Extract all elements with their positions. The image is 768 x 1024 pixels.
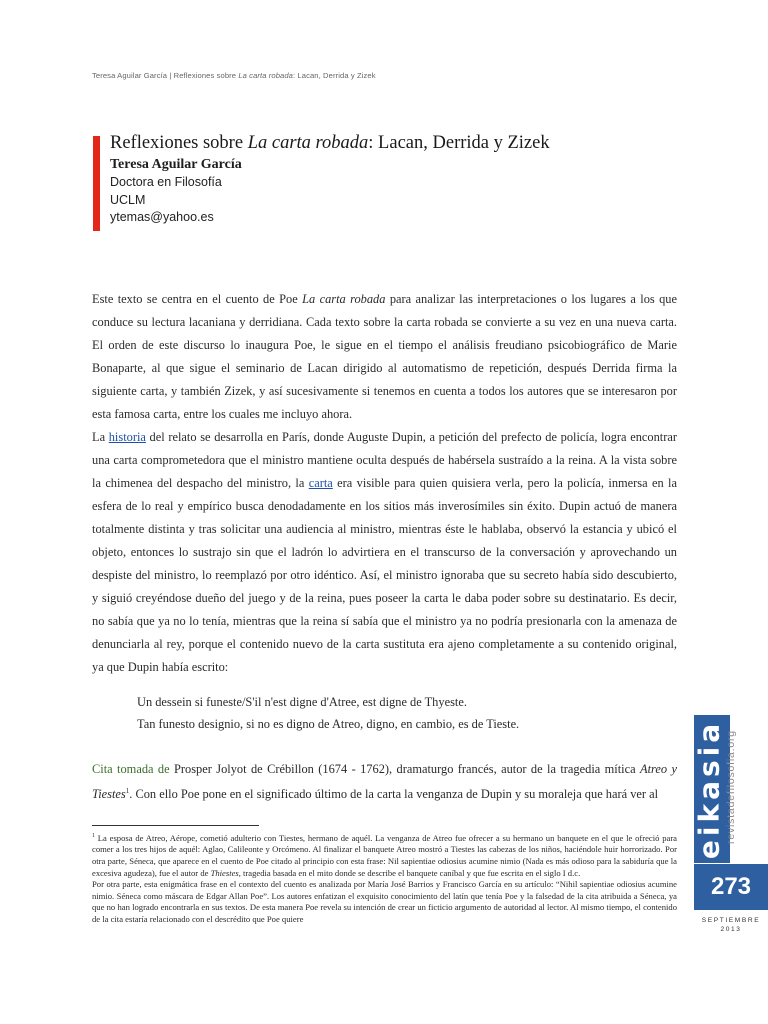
article-title-end: : Lacan, Derrida y Zizek (368, 133, 550, 153)
footnote-ref-1[interactable]: 1 (125, 787, 130, 795)
footnote-1-number: 1 (92, 833, 95, 839)
author-degree: Doctora en Filosofía (110, 175, 222, 189)
block-quote (137, 691, 657, 735)
footnote-1-italic: Thiestes (210, 867, 239, 878)
carta-link[interactable]: carta (308, 476, 333, 490)
running-header-text: Teresa Aguilar García | Reflexiones sobre (92, 71, 239, 80)
footnotes (92, 831, 677, 926)
journal-side-tab (686, 715, 768, 863)
article-heading (110, 132, 670, 227)
running-header-tail: : Lacan, Derrida y Zizek (293, 71, 376, 80)
journal-logo-text: eikasia (692, 719, 726, 860)
article-title (110, 132, 670, 154)
p2-end: era visible para quien quisiera verla, pero la policía, inmersa en la esfera de lo real y empírico busca denodadamente en los sitios más inverosímiles sin éxito. Dupin actuó de manera totalmente distinta y tras solicitar una audiencia al ministro, mientras éste le hablaba, observó la estancia y ubicó el objeto, entonces lo sustrajo sin que el ladrón lo advirtiera en el transcurso de la conversación y aprovechando un despiste del ministro, lo reemplazó por otro idéntico. Así, el ministro ignoraba que su secreto había sido descubierto, y siguió creyéndose dueño del juego y de la reina, pues poseer la carta le daba poder sobre su destinatario. Es decir, no sabía que ya no lo tenía, mientras que la reina sí sabía que el ministro ya no podría presionarla con la amenaza de denunciarla al rey, porque el contenido nuevo de la carta sustituta era ajeno completamente a su contenido original, ya que Dupin había escrito: (92, 476, 677, 674)
article-body (92, 288, 677, 679)
footnote-1 (92, 831, 677, 879)
article-title-italic: La carta robada (247, 133, 369, 153)
quote-line-french: Un dessein si funeste/S'il n'est digne d'Atree, est digne de Thyeste. (137, 695, 467, 709)
article-title-start: Reflexiones sobre (110, 133, 248, 153)
citation-lead: Cita tomada de (92, 762, 170, 776)
footnote-1-tail: , tragedia basada en el mito donde se describe el banquete caníbal y que fue escrita en el siglo I d.c. (238, 867, 581, 878)
paragraph-intro (92, 288, 677, 426)
p2-start: La (92, 430, 109, 444)
issue-year: 2013 (720, 926, 742, 933)
issue-date (694, 916, 768, 934)
title-accent-bar (93, 136, 100, 231)
author-name: Teresa Aguilar García (110, 157, 242, 172)
running-header-italic: La carta robada (238, 71, 294, 80)
page-number: 273 (694, 864, 768, 910)
footnote-divider (92, 825, 259, 826)
author-email: ytemas@yahoo.es (110, 210, 214, 224)
citation-italic: Atreo y Tiestes (92, 762, 677, 802)
footnote-1-text: La esposa de Atreo, Aérope, cometió adulterio con Tiestes, hermano de aquél. La venganza de Atreo fue ofrecer a su hermano un banquete en el que le ofreció para comer a los tres hijos de aquél: Aglao, Calileonte y Orcómeno. Al finalizar el banquete Atreo mostró a Tiestes las cabezas de los niños, haciéndole huir horrorizado. Por otra parte, Séneca, que aparece en el cuento de Poe citado al principio con esta frase: Nil sapientiae odiosius acumine nimio (Nada es más odioso para la sabiduría que la excesiva agudeza), fue el autor de (92, 832, 677, 878)
author-institution: UCLM (110, 192, 146, 207)
paragraph-story (92, 426, 677, 679)
running-header (92, 71, 376, 80)
quote-line-spanish: Tan funesto designio, si no es digno de Atreo, digno, en cambio, es de Tieste. (137, 717, 520, 731)
issue-month: SEPTIEMBRE (701, 917, 761, 924)
citation-after: . Con ello Poe pone en el significado último de la carta la venganza de Dupin y su moraleja que hará ver al (129, 787, 659, 802)
p1-italic: La carta robada (302, 292, 386, 306)
citation-text: Prosper Jolyot de Crébillon (1674 - 1762), dramaturgo francés, autor de la tragedia mítica (169, 762, 641, 776)
citation-paragraph (92, 758, 677, 805)
footnote-1-continued: Por otra parte, esta enigmática frase en el contexto del cuento es analizada por María José Barrios y Francisco García en su artículo: “Nihil sapientiae odiosius acumine nimio. Séneca como máscara de Edgar Allan Poe”. Los autores enfatizan el exquisito conocimiento del latín que tenía Poe y la falsedad de la cita atribuida a Séneca, ya que no han logrado encontrarla en sus textos. De esta manera Poe revela su intención de crear un ficticio argumento de autoridad al lector. Al mismo tiempo, el contenido de la cita estaría relacionado con el descrédito que Poe quiere (92, 879, 677, 925)
journal-url: revistadefilosofia.org (725, 730, 737, 844)
p1-end: para analizar las interpretaciones o los lugares a los que conduce su lectura lacaniana y derridiana. Cada texto sobre la carta robada se convierte a su vez en una nueva carta. El orden de este discurso lo inaugura Poe, le sigue en el tiempo el análisis freudiano psicobiográfico de Marie Bonaparte, al que sigue el seminario de Lacan dirigido al automatismo de repetición, después Derrida firma la siguiente carta, y también Zizek, y así sucesivamente si tenemos en cuenta a todos los autores que se interesaron por esta famosa carta, entre los cuales me incluyo ahora. (92, 292, 677, 421)
p1-start: Este texto se centra en el cuento de Poe (92, 292, 303, 306)
p2-middle: del relato se desarrolla en París, donde Auguste Dupin, a petición del prefecto de policía, logra encontrar una carta comprometedora que el ministro mantiene oculta después de habérsela sustraído a la reina. A la vista sobre la chimenea del despacho del ministro, la (92, 430, 677, 490)
historia-link[interactable]: historia (108, 430, 146, 444)
